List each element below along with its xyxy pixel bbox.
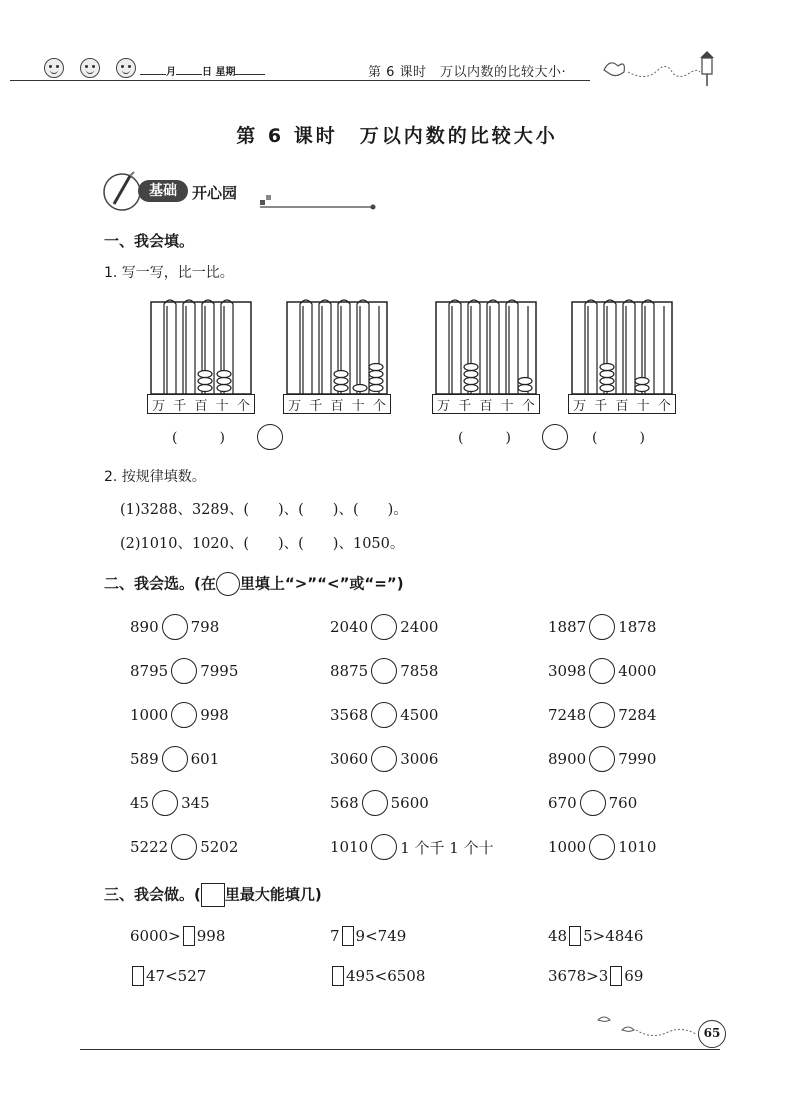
place-label: 个 — [657, 398, 671, 414]
section-badge: 基础 — [138, 180, 188, 202]
month-label: 月 — [166, 67, 176, 78]
right-value: 7284 — [618, 706, 657, 724]
suffix-text: 495<6508 — [346, 967, 426, 985]
butterfly-lamp-decoration-icon — [596, 48, 726, 88]
right-value: 1 个千 1 个十 — [400, 838, 494, 857]
right-value: 2400 — [400, 618, 439, 636]
right-value: 7995 — [200, 662, 239, 680]
compare-circle[interactable] — [371, 658, 397, 684]
compare-circle[interactable] — [580, 790, 606, 816]
compare-circle[interactable] — [542, 424, 568, 450]
abacus-place-labels — [283, 394, 391, 414]
header-lesson-title: 第 6 课时 万以内数的比较大小· — [368, 65, 567, 80]
page-number: 65 — [698, 1020, 726, 1048]
fill-item — [548, 966, 643, 986]
smiley-face-icon — [80, 58, 100, 78]
part3-heading — [104, 883, 322, 907]
date-line — [140, 63, 265, 78]
fill-item — [130, 966, 206, 986]
left-value: 670 — [548, 794, 577, 812]
part3-heading-text: 三、我会做。( — [104, 885, 201, 904]
right-value: 4000 — [618, 662, 657, 680]
right-value: 5202 — [200, 838, 239, 856]
suffix-text: 47<527 — [146, 967, 207, 985]
prefix-text: 6000> — [130, 927, 181, 945]
fill-item — [330, 966, 425, 986]
place-label: 个 — [372, 398, 386, 414]
compare-circle[interactable] — [589, 702, 615, 728]
abacus-4-frame — [564, 294, 680, 396]
fill-item — [330, 926, 406, 946]
suffix-text: 9<749 — [355, 927, 407, 945]
sequence-2[interactable]: (2)1010、1020、( )、( )、1050。 — [120, 536, 405, 552]
right-value: 1010 — [618, 838, 657, 856]
page-title: 第 6 课时 万以内数的比较大小 — [236, 125, 558, 147]
place-label: 千 — [309, 398, 323, 414]
comparison-item — [548, 614, 656, 640]
left-value: 8900 — [548, 750, 587, 768]
abacus-place-labels — [568, 394, 676, 414]
left-value: 1887 — [548, 618, 587, 636]
section-name: 开心园 — [192, 184, 238, 202]
smiley-face-icon — [44, 58, 64, 78]
day-label: 日 — [202, 67, 212, 78]
comparison-item — [548, 834, 656, 860]
left-value: 2040 — [330, 618, 369, 636]
right-value: 601 — [190, 750, 220, 768]
prefix-text: 48 — [548, 927, 568, 945]
compare-circle[interactable] — [371, 702, 397, 728]
comparison-item — [130, 834, 238, 860]
place-label: 万 — [152, 398, 166, 414]
comparison-item — [548, 746, 656, 772]
left-value: 8795 — [130, 662, 169, 680]
compare-circle[interactable] — [171, 834, 197, 860]
left-value: 1010 — [330, 838, 369, 856]
left-value: 3098 — [548, 662, 587, 680]
place-label: 个 — [521, 398, 535, 414]
left-value: 890 — [130, 618, 159, 636]
comparison-item — [130, 614, 219, 640]
part2-heading-text: 二、我会选。(在 — [104, 574, 216, 593]
part2-heading — [104, 572, 404, 596]
place-label: 千 — [594, 398, 608, 414]
place-label: 万 — [573, 398, 587, 414]
abacus-2-frame — [279, 294, 395, 396]
comparison-item — [330, 746, 438, 772]
abacus-1-frame — [143, 294, 259, 396]
comparison-item — [548, 658, 656, 684]
place-label: 万 — [437, 398, 451, 414]
comparison-item — [548, 702, 656, 728]
prefix-text: 7 — [330, 927, 340, 945]
abacus-3-frame — [428, 294, 544, 396]
smiley-face-icon — [116, 58, 136, 78]
suffix-text: 998 — [196, 927, 226, 945]
digit-box[interactable] — [610, 966, 622, 986]
abacus-1 — [143, 294, 259, 416]
abacus-place-labels — [147, 394, 255, 414]
compare-circle[interactable] — [362, 790, 388, 816]
left-value: 5222 — [130, 838, 169, 856]
comparison-item — [330, 834, 494, 860]
left-value: 589 — [130, 750, 159, 768]
place-label: 十 — [636, 398, 650, 414]
compare-circle[interactable] — [152, 790, 178, 816]
comparison-item — [130, 790, 210, 816]
digit-box[interactable] — [183, 926, 195, 946]
abacus-3 — [428, 294, 544, 416]
compare-circle[interactable] — [589, 614, 615, 640]
square-symbol-icon — [201, 883, 225, 907]
abacus-place-labels — [432, 394, 540, 414]
comparison-item — [130, 702, 229, 728]
compare-circle[interactable] — [257, 424, 283, 450]
compare-circle[interactable] — [371, 746, 397, 772]
footer-bird-decoration-icon — [592, 1010, 702, 1040]
compare-circle[interactable] — [162, 614, 188, 640]
digit-box[interactable] — [132, 966, 144, 986]
comparison-item — [330, 658, 438, 684]
compare-circle[interactable] — [371, 614, 397, 640]
right-value: 345 — [181, 794, 210, 812]
left-value: 1000 — [548, 838, 587, 856]
comparison-item — [130, 658, 238, 684]
abacus-4 — [564, 294, 680, 416]
circle-symbol-icon — [216, 572, 240, 596]
part2-heading-tail: 里填上“>”“<”或“=”) — [239, 574, 404, 593]
place-label: 百 — [479, 398, 493, 414]
footer-rule — [80, 1049, 720, 1050]
place-label: 万 — [288, 398, 302, 414]
answer-blank[interactable]: ( ) — [172, 430, 225, 446]
left-value: 7248 — [548, 706, 587, 724]
right-value: 760 — [608, 794, 638, 812]
abacus-2 — [279, 294, 395, 416]
comparison-item — [548, 790, 637, 816]
compare-circle[interactable] — [162, 746, 188, 772]
digit-box[interactable] — [332, 966, 344, 986]
left-value: 568 — [330, 794, 359, 812]
part3-heading-tail: 里最大能填几) — [224, 885, 322, 904]
compare-circle[interactable] — [589, 746, 615, 772]
left-value: 8875 — [330, 662, 369, 680]
place-label: 千 — [173, 398, 187, 414]
right-value: 3006 — [400, 750, 439, 768]
left-value: 45 — [130, 794, 150, 812]
right-value: 5600 — [390, 794, 429, 812]
left-value: 1000 — [130, 706, 169, 724]
right-value: 798 — [190, 618, 220, 636]
place-label: 十 — [500, 398, 514, 414]
part1-heading: 一、我会填。 — [104, 232, 195, 250]
compare-circle[interactable] — [589, 658, 615, 684]
place-label: 千 — [458, 398, 472, 414]
comparison-item — [330, 790, 429, 816]
comparison-item — [330, 614, 438, 640]
right-value: 4500 — [400, 706, 439, 724]
sequence-1[interactable]: (1)3288、3289、( )、( )、( )。 — [120, 502, 408, 518]
left-value: 3568 — [330, 706, 369, 724]
left-value: 3060 — [330, 750, 369, 768]
place-label: 百 — [330, 398, 344, 414]
header-rule — [10, 80, 590, 81]
place-label: 百 — [615, 398, 629, 414]
fill-item — [548, 926, 643, 946]
answer-blank[interactable]: ( ) — [458, 430, 511, 446]
right-value: 1878 — [618, 618, 657, 636]
comparison-item — [130, 746, 219, 772]
suffix-text: 69 — [624, 967, 644, 985]
q1-text: 1. 写一写，比一比。 — [104, 265, 234, 281]
weekday-label: 星期 — [215, 67, 236, 78]
q2-text: 2. 按规律填数。 — [104, 469, 206, 485]
compare-circle[interactable] — [171, 658, 197, 684]
digit-box[interactable] — [569, 926, 581, 946]
place-label: 十 — [351, 398, 365, 414]
prefix-text: 3678>3 — [548, 967, 609, 985]
compare-circle[interactable] — [371, 834, 397, 860]
right-value: 7990 — [618, 750, 657, 768]
comparison-item — [330, 702, 438, 728]
right-value: 998 — [200, 706, 229, 724]
suffix-text: 5>4846 — [583, 927, 644, 945]
place-label: 个 — [236, 398, 250, 414]
answer-blank[interactable]: ( ) — [592, 430, 645, 446]
compare-circle[interactable] — [589, 834, 615, 860]
place-label: 百 — [194, 398, 208, 414]
place-label: 十 — [215, 398, 229, 414]
digit-box[interactable] — [342, 926, 354, 946]
compare-circle[interactable] — [171, 702, 197, 728]
right-value: 7858 — [400, 662, 439, 680]
fill-item — [130, 926, 225, 946]
